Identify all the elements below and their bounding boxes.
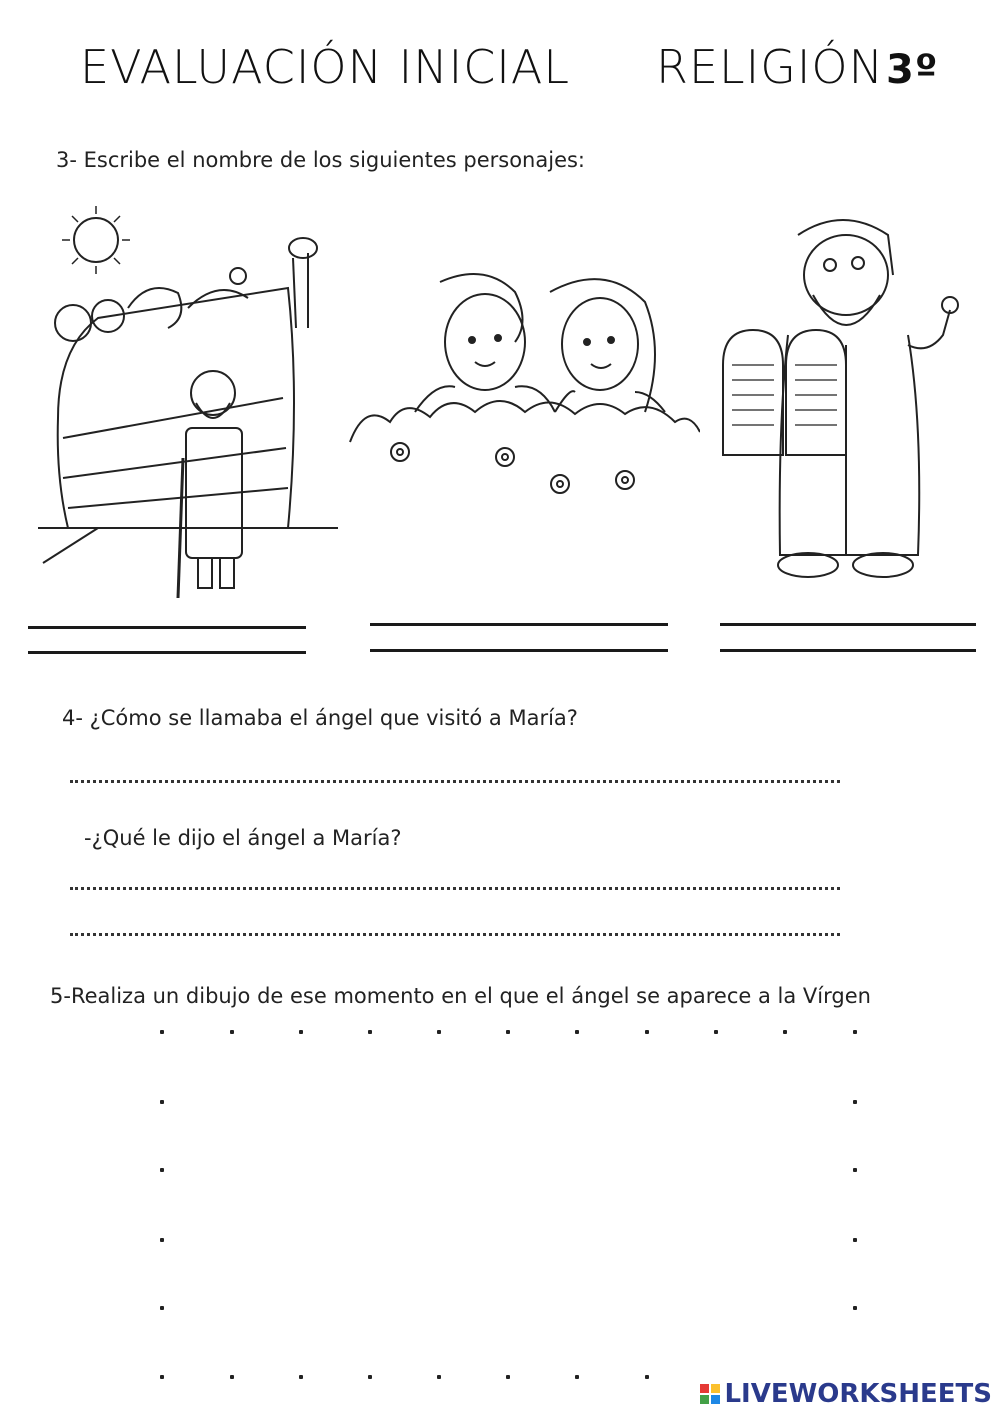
frame-dot <box>506 1030 510 1034</box>
answer-line-3a[interactable] <box>720 623 976 626</box>
question-4-followup: -¿Qué le dijo el ángel a María? <box>84 826 402 850</box>
frame-dot <box>645 1375 649 1379</box>
page-title <box>80 40 938 94</box>
question-4-label: 4- ¿Cómo se llamaba el ángel que visitó a María? <box>62 706 578 730</box>
liveworksheets-brand[interactable] <box>700 1379 992 1409</box>
frame-dot <box>714 1030 718 1034</box>
frame-dot <box>299 1375 303 1379</box>
frame-dot <box>575 1375 579 1379</box>
answer-dotted-line-4c[interactable] <box>70 933 840 936</box>
frame-dot <box>230 1375 234 1379</box>
answer-line-1b[interactable] <box>28 651 306 654</box>
frame-dot <box>645 1030 649 1034</box>
answer-line-2b[interactable] <box>370 649 668 652</box>
noah-ark-icon <box>38 198 338 608</box>
answer-dotted-line-4[interactable] <box>70 780 840 783</box>
frame-dot <box>853 1100 857 1104</box>
frame-dot <box>160 1306 164 1310</box>
frame-dot <box>160 1168 164 1172</box>
frame-dot <box>230 1030 234 1034</box>
frame-dot <box>853 1030 857 1034</box>
moses-tablets-icon <box>718 205 973 595</box>
frame-dot <box>506 1375 510 1379</box>
answer-dotted-line-4b[interactable] <box>70 887 840 890</box>
frame-dot <box>575 1030 579 1034</box>
adam-eve-icon <box>345 262 700 512</box>
title-evaluacion: EVALUACIÓN INICIAL <box>80 40 570 94</box>
brand-text: LIVEWORKSHEETS <box>724 1379 992 1409</box>
question-3-label: 3- Escribe el nombre de los siguientes personajes: <box>56 148 585 172</box>
title-grade: 3º <box>886 47 939 93</box>
frame-dot <box>437 1030 441 1034</box>
frame-dot <box>368 1375 372 1379</box>
frame-dot <box>783 1030 787 1034</box>
frame-dot <box>299 1030 303 1034</box>
frame-dot <box>853 1306 857 1310</box>
frame-dot <box>853 1238 857 1242</box>
frame-dot <box>160 1030 164 1034</box>
frame-dot <box>368 1030 372 1034</box>
liveworksheets-logo-icon <box>700 1384 720 1404</box>
answer-line-3b[interactable] <box>720 649 976 652</box>
frame-dot <box>853 1168 857 1172</box>
frame-dot <box>160 1100 164 1104</box>
title-religion: RELIGIÓN <box>655 40 885 94</box>
question-5-label: 5-Realiza un dibujo de ese momento en el que el ángel se aparece a la Vírgen <box>50 984 871 1008</box>
answer-line-1a[interactable] <box>28 626 306 629</box>
frame-dot <box>437 1375 441 1379</box>
answer-line-2a[interactable] <box>370 623 668 626</box>
frame-dot <box>160 1238 164 1242</box>
frame-dot <box>160 1375 164 1379</box>
